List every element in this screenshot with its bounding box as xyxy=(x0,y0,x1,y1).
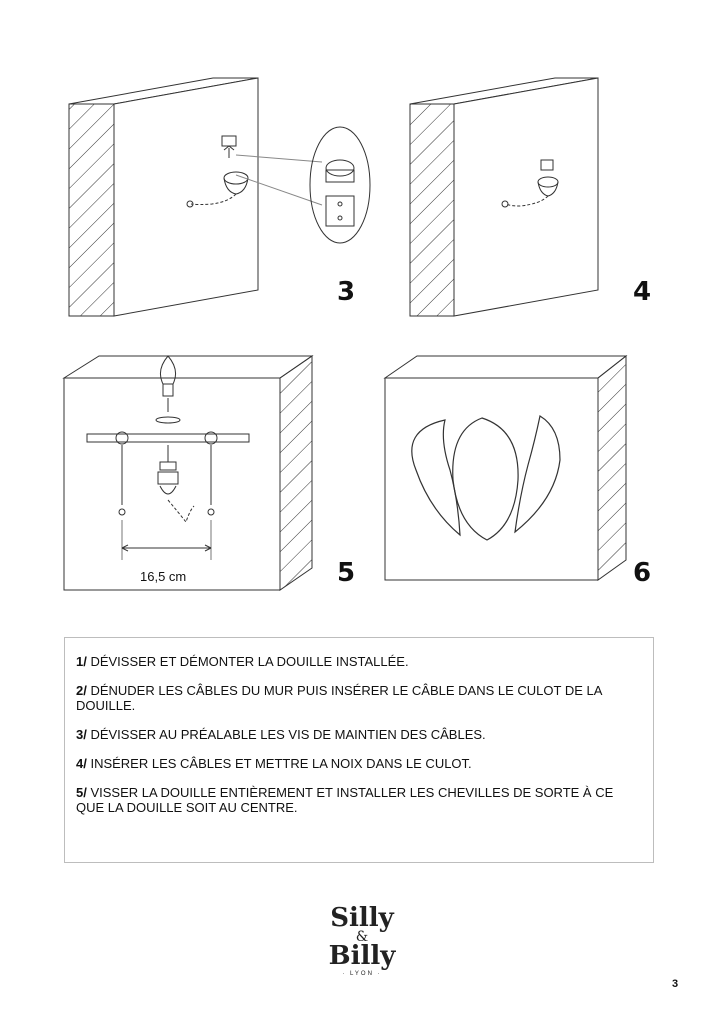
logo-ampersand: & xyxy=(355,929,369,945)
instruction-1 xyxy=(76,654,643,669)
page-number: 3 xyxy=(672,978,679,990)
instruction-1-text: DÉVISSER ET DÉMONTER LA DOUILLE INSTALLÉE. xyxy=(86,654,409,669)
instruction-2 xyxy=(76,683,643,713)
instruction-3 xyxy=(76,727,643,742)
instruction-4 xyxy=(76,756,643,771)
instruction-5 xyxy=(76,785,643,815)
instructions-box xyxy=(64,637,654,863)
instruction-1-number: 1/ xyxy=(76,654,87,669)
logo-word-silly: Silly xyxy=(330,903,394,933)
panel-6-box xyxy=(385,356,626,580)
instruction-3-text: DÉVISSER AU PRÉALABLE LES VIS DE MAINTIEN DES CÂBLES. xyxy=(86,727,486,742)
step-3-label: 3 xyxy=(337,277,356,307)
instruction-5-text: VISSER LA DOUILLE ENTIÈREMENT ET INSTALLER LES CHEVILLES DE SORTE À CE QUE LA DOUILLE SOIT AU CENTRE. xyxy=(76,785,614,815)
panel-5-box xyxy=(64,356,312,590)
step-4-label: 4 xyxy=(633,277,652,307)
logo-word-billy: Billy xyxy=(328,941,396,971)
instruction-2-text: DÉNUDER LES CÂBLES DU MUR PUIS INSÉRER LE CÂBLE DANS LE CULOT DE LA DOUILLE. xyxy=(76,683,602,713)
dimension-label: 16,5 cm xyxy=(140,569,187,584)
step-6-label: 6 xyxy=(633,558,652,588)
panel-4-wall xyxy=(410,78,598,316)
instruction-4-text: INSÉRER LES CÂBLES ET METTRE LA NOIX DANS LE CULOT. xyxy=(86,756,472,771)
brand-logo xyxy=(320,905,404,995)
instruction-4-number: 4/ xyxy=(76,756,87,771)
panel-3-wall xyxy=(69,78,258,316)
step-5-label: 5 xyxy=(337,558,356,588)
instruction-2-number: 2/ xyxy=(76,683,87,698)
instruction-5-number: 5/ xyxy=(76,785,87,800)
instruction-3-number: 3/ xyxy=(76,727,87,742)
logo-city: · LYON · xyxy=(342,971,382,977)
